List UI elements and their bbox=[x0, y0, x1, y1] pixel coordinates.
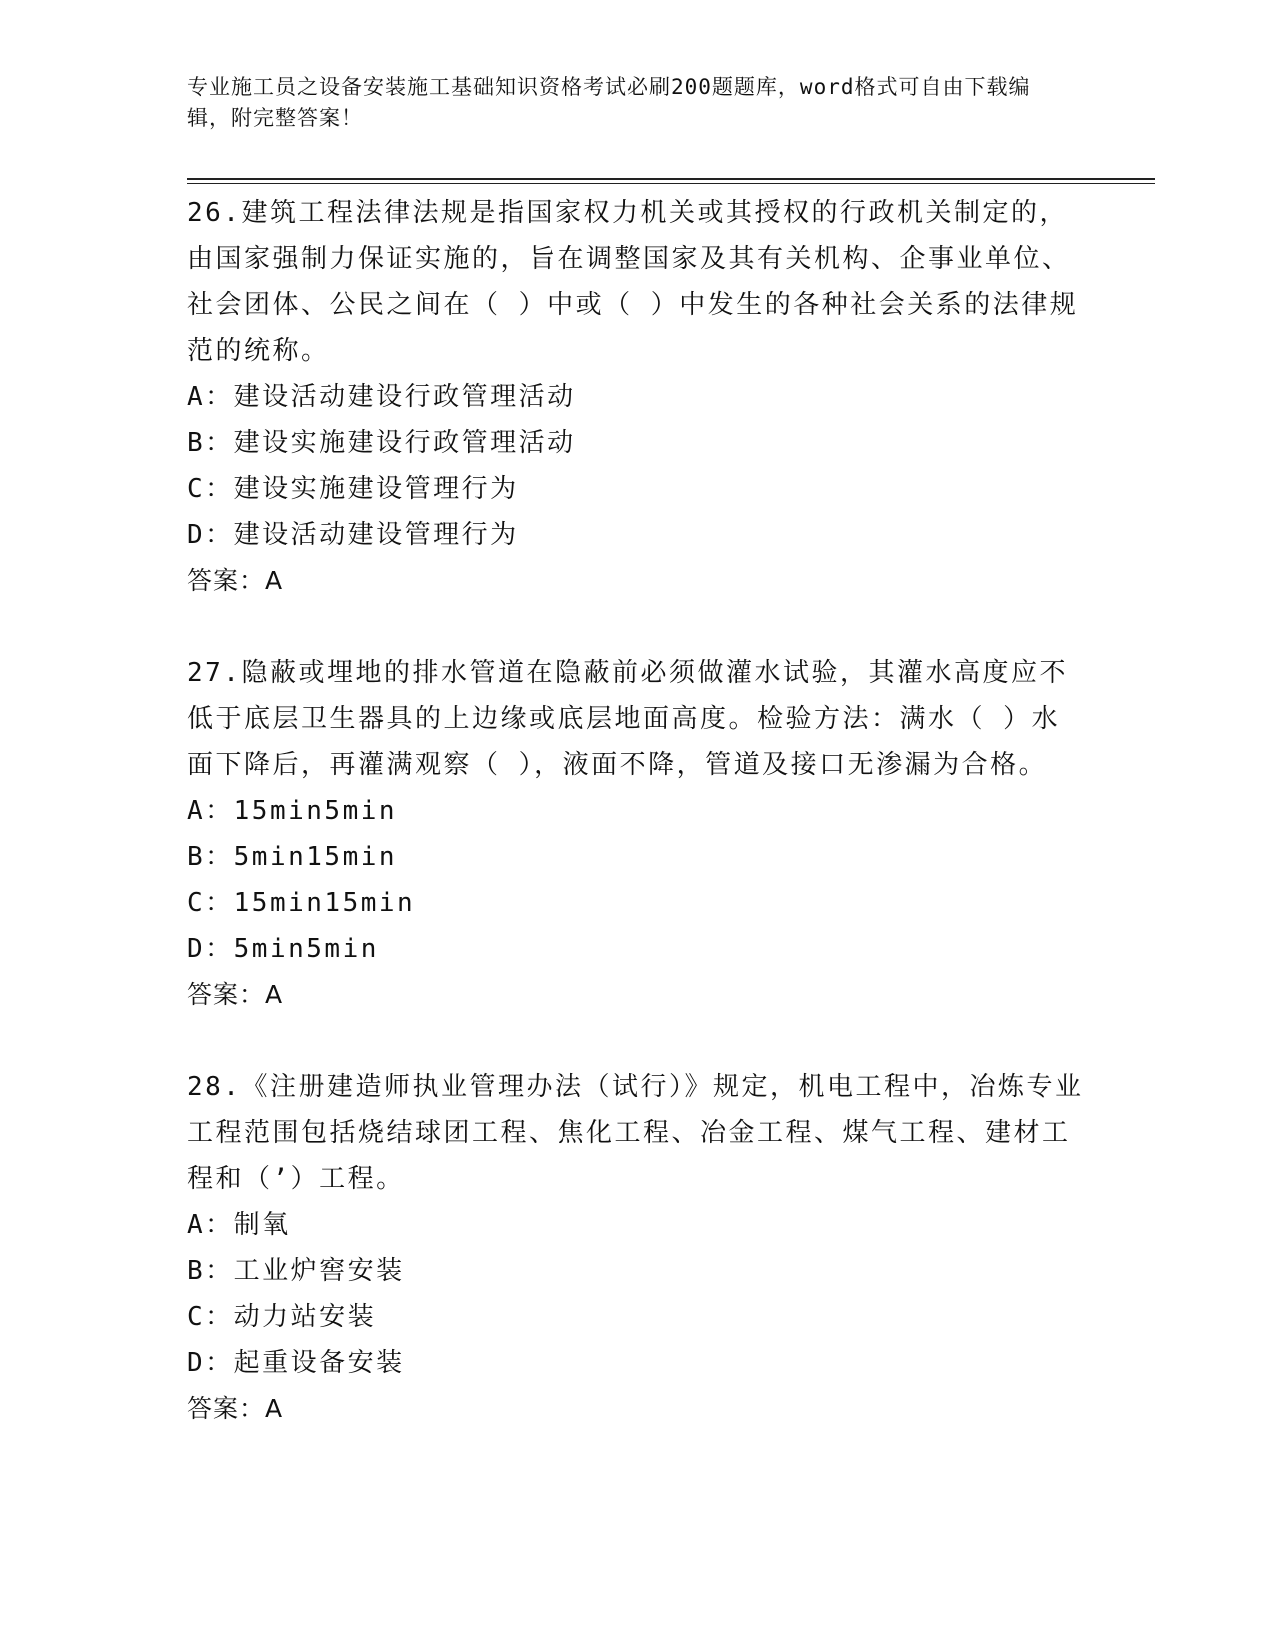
answer: 答案：A bbox=[187, 566, 284, 595]
option-b: B：工业炉窖安装 bbox=[187, 1256, 405, 1286]
question-28 bbox=[187, 1064, 1087, 1432]
question-spacer bbox=[187, 604, 1087, 650]
option-c: C：建设实施建设管理行为 bbox=[187, 474, 519, 504]
option-d: D：建设活动建设管理行为 bbox=[187, 520, 519, 550]
option-b: B：5min15min bbox=[187, 842, 398, 872]
question-text: 27.隐蔽或埋地的排水管道在隐蔽前必须做灌水试验，其灌水高度应不低于底层卫生器具的上边缘或底层地面高度。检验方法：满水（ ）水面下降后，再灌满观察（ ），液面不降，管道及接口无渗漏为合格。 bbox=[187, 658, 1068, 780]
question-27 bbox=[187, 650, 1087, 1018]
option-a: A：15min5min bbox=[187, 796, 398, 826]
document-header: 专业施工员之设备安装施工基础知识资格考试必刷200题题库，word格式可自由下载编辑，附完整答案！ bbox=[187, 75, 1031, 130]
option-a: A：建设活动建设行政管理活动 bbox=[187, 382, 576, 412]
header-rule-thick bbox=[187, 178, 1155, 180]
option-c: C：15min15min bbox=[187, 888, 416, 918]
option-c: C：动力站安装 bbox=[187, 1302, 377, 1332]
question-26 bbox=[187, 190, 1087, 604]
option-a: A：制氧 bbox=[187, 1210, 291, 1240]
header-rule-thin bbox=[187, 183, 1155, 184]
option-d: D：5min5min bbox=[187, 934, 379, 964]
question-text: 26.建筑工程法律法规是指国家权力机关或其授权的行政机关制定的，由国家强制力保证实施的，旨在调整国家及其有关机构、企事业单位、社会团体、公民之间在（ ）中或（ ）中发生的各种社会关系的法律规范的统称。 bbox=[187, 198, 1079, 366]
question-spacer bbox=[187, 1018, 1087, 1064]
question-text: 28.《注册建造师执业管理办法（试行）》规定，机电工程中，冶炼专业工程范围包括烧结球团工程、焦化工程、冶金工程、煤气工程、建材工程和（’）工程。 bbox=[187, 1072, 1084, 1194]
question-list bbox=[187, 190, 1087, 1432]
option-b: B：建设实施建设行政管理活动 bbox=[187, 428, 576, 458]
option-d: D：起重设备安装 bbox=[187, 1348, 405, 1378]
answer: 答案：A bbox=[187, 980, 284, 1009]
answer: 答案：A bbox=[187, 1394, 284, 1423]
